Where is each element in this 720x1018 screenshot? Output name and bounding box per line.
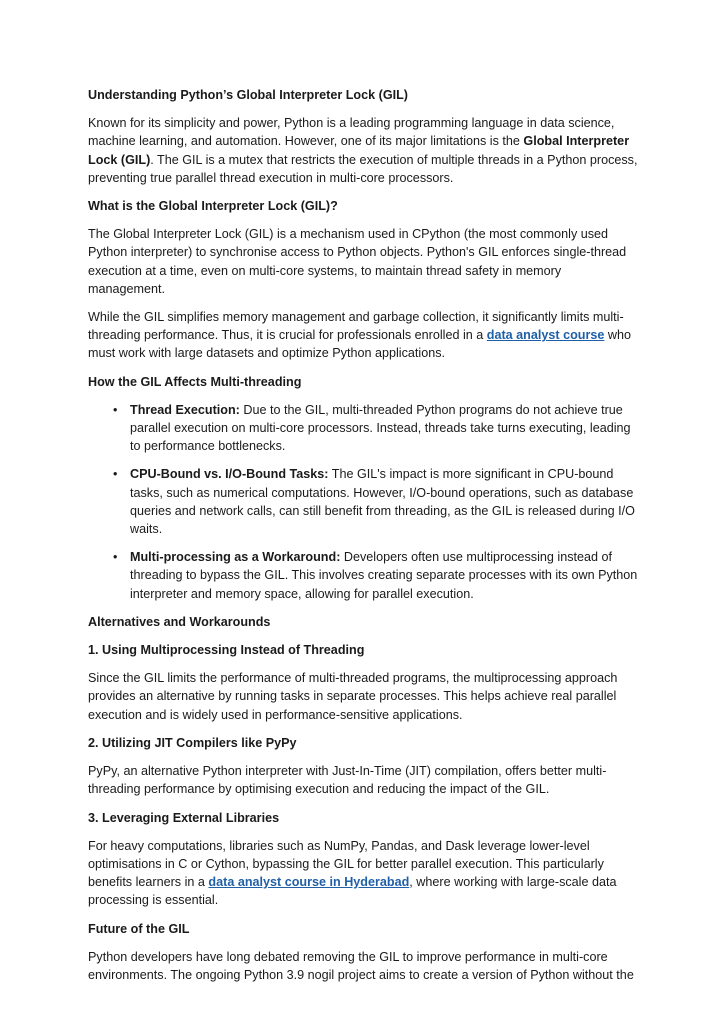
bullet-icon: •	[113, 402, 118, 417]
list-item: • Multi-processing as a Workaround: Developers often use multiprocessing instead of threading to bypass the GIL. This involves creating separate processes with its own Python interpreter and memory space, allowing for parallel execution.	[113, 550, 638, 601]
alt2-paragraph: PyPy, an alternative Python interpreter with Just-In-Time (JIT) compilation, offers better multi-threading performance by optimising execution and reducing the impact of the GIL.	[88, 764, 607, 797]
alternatives-heading: Alternatives and Workarounds	[88, 614, 271, 629]
list-item: • Thread Execution: Due to the GIL, multi-threaded Python programs do not achieve true parallel execution on multi-core processors. Instead, threads take turns executing, leading to performance bottlenecks.	[113, 402, 631, 454]
data-analyst-course-link[interactable]: data analyst course	[486, 328, 605, 343]
what-paragraph-1: The Global Interpreter Lock (GIL) is a mechanism used in CPython (the most commonly used Python interpreter) to synchronise access to Python objects. Python's GIL enforces single-thread execution at a time, even on multi-core systems, to maintain thread safety in memory management.	[88, 227, 627, 296]
bullet-icon: •	[113, 550, 118, 565]
affects-bullet-list	[88, 401, 640, 603]
alt1-heading: 1. Using Multiprocessing Instead of Threading	[88, 643, 365, 658]
what-paragraph-2: While the GIL simplifies memory management and garbage collection, it significantly limits multi-threading performance. Thus, it is crucial for professionals enrolled in a data analyst course who must work with large datasets and optimize Python applications.	[88, 310, 631, 361]
data-analyst-course-hyderabad-link[interactable]: data analyst course in Hyderabad	[208, 875, 410, 890]
intro-paragraph: Known for its simplicity and power, Python is a leading programming language in data science, machine learning, and automation. However, one of its major limitations is the Global Interpreter Lock (GIL). The GIL is a mutex that restricts the execution of multiple threads in a Python process, preventing true parallel thread execution in multi-core processors.	[88, 116, 638, 185]
future-paragraph: Python developers have long debated removing the GIL to improve performance in multi-core environments. The ongoing Python 3.9 nogil project aims to create a version of Python without the	[88, 949, 634, 982]
document-title: Understanding Python’s Global Interpreter Lock (GIL)	[88, 88, 409, 102]
gil-term: Global Interpreter Lock (GIL)	[88, 134, 630, 167]
future-heading: Future of the GIL	[88, 921, 190, 936]
affects-heading: How the GIL Affects Multi-threading	[88, 374, 302, 389]
alt3-heading: 3. Leveraging External Libraries	[88, 810, 280, 825]
bullet-icon: •	[113, 467, 118, 482]
list-item: • CPU-Bound vs. I/O-Bound Tasks: The GIL's impact is more significant in CPU-bound tasks, such as numerical computations. However, I/O-bound operations, such as database queries and network calls, can still benefit from threading, as the GIL is released during I/O waits.	[113, 467, 635, 537]
alt3-paragraph: For heavy computations, libraries such as NumPy, Pandas, and Dask leverage lower-level optimisations in C or Cython, bypassing the GIL for better parallel execution. This particularly benefits learners in a data analyst course in Hyderabad, where working with large-scale data processing is essential.	[88, 838, 617, 908]
what-heading: What is the Global Interpreter Lock (GIL)?	[88, 199, 338, 214]
alt2-heading: 2. Utilizing JIT Compilers like PyPy	[88, 735, 297, 750]
alt1-paragraph: Since the GIL limits the performance of multi-threaded programs, the multiprocessing approach provides an alternative by running tasks in separate processes. This helps achieve real parallel execution and is widely used in performance-sensitive applications.	[88, 671, 618, 722]
